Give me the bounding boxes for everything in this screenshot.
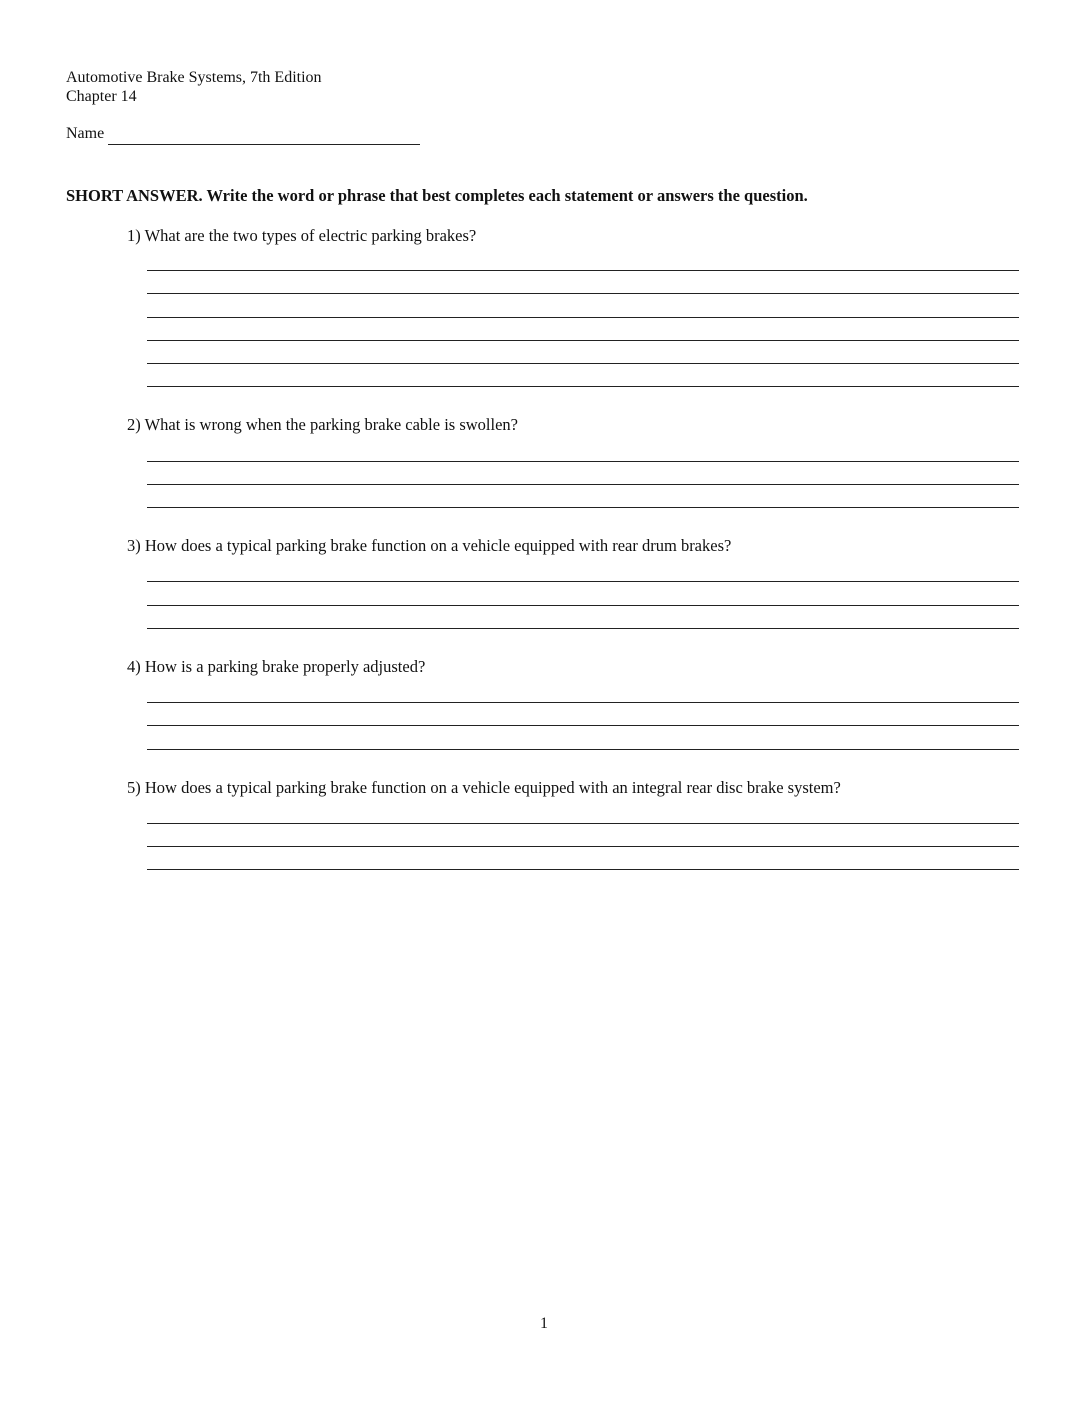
answer-line[interactable] <box>147 869 1019 870</box>
question-4: 4) How is a parking brake properly adjusted? <box>127 657 426 676</box>
answer-line[interactable] <box>147 581 1019 582</box>
answer-line[interactable] <box>147 484 1019 485</box>
name-input-line[interactable] <box>108 144 420 145</box>
answer-line[interactable] <box>147 725 1019 726</box>
answer-line[interactable] <box>147 702 1019 703</box>
page-number: 1 <box>540 1315 548 1332</box>
answer-line[interactable] <box>147 628 1019 629</box>
answer-line[interactable] <box>147 270 1019 271</box>
answer-line[interactable] <box>147 823 1019 824</box>
answer-line[interactable] <box>147 749 1019 750</box>
answer-line[interactable] <box>147 461 1019 462</box>
question-2: 2) What is wrong when the parking brake cable is swollen? <box>127 415 518 434</box>
question-5: 5) How does a typical parking brake function on a vehicle equipped with an integral rear disc brake system? <box>127 778 841 797</box>
chapter-label: Chapter 14 <box>66 88 137 105</box>
name-label: Name <box>66 125 105 142</box>
answer-line[interactable] <box>147 293 1019 294</box>
book-title: Automotive Brake Systems, 7th Edition <box>66 69 322 86</box>
question-1: 1) What are the two types of electric parking brakes? <box>127 226 477 245</box>
answer-line[interactable] <box>147 317 1019 318</box>
question-3: 3) How does a typical parking brake function on a vehicle equipped with rear drum brakes? <box>127 536 732 555</box>
answer-line[interactable] <box>147 507 1019 508</box>
answer-line[interactable] <box>147 605 1019 606</box>
answer-line[interactable] <box>147 340 1019 341</box>
section-heading: SHORT ANSWER. Write the word or phrase that best completes each statement or answers the question. <box>66 186 808 205</box>
answer-line[interactable] <box>147 363 1019 364</box>
answer-line[interactable] <box>147 846 1019 847</box>
answer-line[interactable] <box>147 386 1019 387</box>
